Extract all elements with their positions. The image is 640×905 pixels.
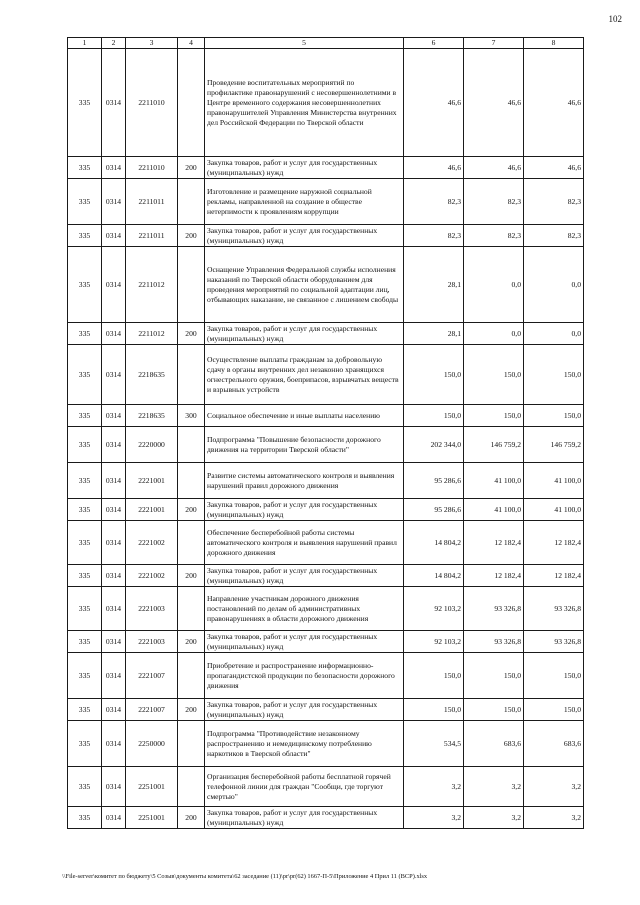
- page-number: 102: [608, 14, 622, 24]
- cell-description: Подпрограмма "Повышение безопасности дорожного движения на территории Тверской области": [205, 427, 404, 463]
- cell-description: Оснащение Управления Федеральной службы исполнения наказаний по Тверской области оборудованием для проведения мероприятий по социальной адаптации лиц, отбывающих наказание, не связанное с лишением свободы: [205, 247, 404, 323]
- cell-description: Закупка товаров, работ и услуг для государственных (муниципальных) нужд: [205, 157, 404, 179]
- cell-expense-type: 200: [178, 499, 205, 521]
- cell-expense-type: 200: [178, 225, 205, 247]
- column-header: 8: [524, 38, 584, 49]
- cell-admin-code: 335: [68, 157, 102, 179]
- cell-admin-code: 335: [68, 405, 102, 427]
- table-row: [68, 807, 584, 829]
- cell-amount-1: 92 103,2: [404, 631, 464, 653]
- cell-target-code: 2218635: [126, 345, 178, 405]
- table-row: [68, 427, 584, 463]
- cell-section-code: 0314: [102, 225, 126, 247]
- cell-target-code: 2221001: [126, 499, 178, 521]
- cell-amount-1: 534,5: [404, 721, 464, 767]
- cell-section-code: 0314: [102, 721, 126, 767]
- table-row: [68, 247, 584, 323]
- cell-section-code: 0314: [102, 699, 126, 721]
- cell-amount-2: 93 326,8: [464, 631, 524, 653]
- cell-amount-3: 683,6: [524, 721, 584, 767]
- cell-expense-type: 200: [178, 565, 205, 587]
- cell-admin-code: 335: [68, 767, 102, 807]
- cell-amount-3: 0,0: [524, 247, 584, 323]
- cell-target-code: 2221007: [126, 699, 178, 721]
- cell-target-code: 2251001: [126, 807, 178, 829]
- table-row: [68, 225, 584, 247]
- cell-section-code: 0314: [102, 157, 126, 179]
- footer-file-path: \\File-server\комитет по бюджету\5 Созыв\документы комитета\62 заседание (11)\pr\pr(62) 1667-П-5\Приложение 4 Прил 11 (ВСР).xlsx: [62, 873, 428, 880]
- cell-amount-2: 683,6: [464, 721, 524, 767]
- cell-section-code: 0314: [102, 767, 126, 807]
- cell-amount-2: 82,3: [464, 179, 524, 225]
- cell-target-code: 2221002: [126, 521, 178, 565]
- cell-amount-3: 93 326,8: [524, 631, 584, 653]
- cell-expense-type: 200: [178, 699, 205, 721]
- cell-amount-3: 93 326,8: [524, 587, 584, 631]
- cell-amount-1: 95 286,6: [404, 499, 464, 521]
- cell-expense-type: [178, 427, 205, 463]
- cell-amount-3: 146 759,2: [524, 427, 584, 463]
- cell-description: Закупка товаров, работ и услуг для государственных (муниципальных) нужд: [205, 499, 404, 521]
- cell-admin-code: 335: [68, 699, 102, 721]
- cell-amount-3: 150,0: [524, 345, 584, 405]
- cell-target-code: 2221002: [126, 565, 178, 587]
- cell-description: Закупка товаров, работ и услуг для государственных (муниципальных) нужд: [205, 225, 404, 247]
- cell-admin-code: 335: [68, 49, 102, 157]
- table-row: [68, 179, 584, 225]
- cell-amount-1: 150,0: [404, 653, 464, 699]
- cell-amount-2: 0,0: [464, 247, 524, 323]
- cell-description: Закупка товаров, работ и услуг для государственных (муниципальных) нужд: [205, 631, 404, 653]
- cell-description: Закупка товаров, работ и услуг для государственных (муниципальных) нужд: [205, 323, 404, 345]
- cell-amount-1: 14 804,2: [404, 565, 464, 587]
- cell-description: Приобретение и распространение информационно-пропагандистской продукции по безопасности дорожного движения: [205, 653, 404, 699]
- cell-admin-code: 335: [68, 463, 102, 499]
- cell-amount-3: 46,6: [524, 157, 584, 179]
- table-row: [68, 499, 584, 521]
- table-header-row: [68, 38, 584, 49]
- cell-admin-code: 335: [68, 807, 102, 829]
- cell-description: Закупка товаров, работ и услуг для государственных (муниципальных) нужд: [205, 565, 404, 587]
- cell-amount-3: 0,0: [524, 323, 584, 345]
- cell-amount-3: 150,0: [524, 653, 584, 699]
- cell-target-code: 2221003: [126, 631, 178, 653]
- cell-description: Направление участникам дорожного движения постановлений по делам об административных правонарушениях в области дорожного движения: [205, 587, 404, 631]
- cell-amount-1: 3,2: [404, 767, 464, 807]
- cell-amount-2: 93 326,8: [464, 587, 524, 631]
- cell-admin-code: 335: [68, 653, 102, 699]
- cell-amount-2: 150,0: [464, 699, 524, 721]
- cell-expense-type: [178, 179, 205, 225]
- column-header: 7: [464, 38, 524, 49]
- cell-target-code: 2211011: [126, 179, 178, 225]
- table-row: [68, 323, 584, 345]
- cell-expense-type: [178, 587, 205, 631]
- cell-section-code: 0314: [102, 323, 126, 345]
- cell-section-code: 0314: [102, 247, 126, 323]
- cell-section-code: 0314: [102, 179, 126, 225]
- cell-admin-code: 335: [68, 247, 102, 323]
- table-body: [68, 38, 584, 829]
- table-row: [68, 463, 584, 499]
- cell-amount-1: 3,2: [404, 807, 464, 829]
- cell-target-code: 2250000: [126, 721, 178, 767]
- cell-section-code: 0314: [102, 631, 126, 653]
- table-row: [68, 565, 584, 587]
- cell-amount-2: 12 182,4: [464, 565, 524, 587]
- cell-amount-3: 3,2: [524, 767, 584, 807]
- cell-expense-type: 200: [178, 631, 205, 653]
- cell-amount-1: 150,0: [404, 345, 464, 405]
- cell-admin-code: 335: [68, 587, 102, 631]
- cell-target-code: 2221007: [126, 653, 178, 699]
- cell-expense-type: 300: [178, 405, 205, 427]
- cell-amount-1: 82,3: [404, 179, 464, 225]
- cell-section-code: 0314: [102, 49, 126, 157]
- cell-description: Изготовление и размещение наружной социальной рекламы, направленной на создание в обществе нетерпимости к проявлениям коррупции: [205, 179, 404, 225]
- cell-section-code: 0314: [102, 405, 126, 427]
- cell-target-code: 2218635: [126, 405, 178, 427]
- cell-expense-type: 200: [178, 323, 205, 345]
- cell-admin-code: 335: [68, 631, 102, 653]
- cell-section-code: 0314: [102, 587, 126, 631]
- column-header: 4: [178, 38, 205, 49]
- cell-amount-2: 82,3: [464, 225, 524, 247]
- cell-amount-3: 150,0: [524, 699, 584, 721]
- cell-target-code: 2221001: [126, 463, 178, 499]
- cell-expense-type: 200: [178, 157, 205, 179]
- table-row: [68, 521, 584, 565]
- table-row: [68, 699, 584, 721]
- column-header: 1: [68, 38, 102, 49]
- cell-section-code: 0314: [102, 521, 126, 565]
- cell-amount-1: 95 286,6: [404, 463, 464, 499]
- cell-expense-type: [178, 463, 205, 499]
- cell-admin-code: 335: [68, 521, 102, 565]
- table-row: [68, 345, 584, 405]
- cell-description: Проведение воспитательных мероприятий по профилактике правонарушений с несовершеннолетними в Центре временного содержания несовершеннолетних правонарушителей Управления Министерства внутренних дел Российской Федерации по Тверской области: [205, 49, 404, 157]
- table-row: [68, 653, 584, 699]
- cell-section-code: 0314: [102, 499, 126, 521]
- cell-amount-2: 150,0: [464, 653, 524, 699]
- cell-description: Подпрограмма "Противодействие незаконному распространению и немедицинскому потреблению наркотиков в Тверской области": [205, 721, 404, 767]
- cell-section-code: 0314: [102, 653, 126, 699]
- cell-expense-type: [178, 653, 205, 699]
- cell-amount-2: 12 182,4: [464, 521, 524, 565]
- cell-amount-2: 41 100,0: [464, 499, 524, 521]
- cell-amount-2: 150,0: [464, 345, 524, 405]
- cell-amount-1: 202 344,0: [404, 427, 464, 463]
- cell-amount-2: 46,6: [464, 49, 524, 157]
- column-header: 2: [102, 38, 126, 49]
- cell-description: Закупка товаров, работ и услуг для государственных (муниципальных) нужд: [205, 699, 404, 721]
- cell-admin-code: 335: [68, 323, 102, 345]
- cell-amount-2: 0,0: [464, 323, 524, 345]
- cell-amount-1: 28,1: [404, 247, 464, 323]
- cell-expense-type: [178, 49, 205, 157]
- cell-admin-code: 335: [68, 721, 102, 767]
- table-row: [68, 587, 584, 631]
- budget-table: [67, 37, 584, 829]
- cell-description: Развитие системы автоматического контроля и выявления нарушений правил дорожного движения: [205, 463, 404, 499]
- cell-section-code: 0314: [102, 345, 126, 405]
- cell-admin-code: 335: [68, 225, 102, 247]
- cell-admin-code: 335: [68, 427, 102, 463]
- table-row: [68, 631, 584, 653]
- cell-section-code: 0314: [102, 427, 126, 463]
- cell-admin-code: 335: [68, 499, 102, 521]
- cell-admin-code: 335: [68, 345, 102, 405]
- cell-expense-type: [178, 767, 205, 807]
- cell-section-code: 0314: [102, 565, 126, 587]
- cell-amount-1: 92 103,2: [404, 587, 464, 631]
- cell-target-code: 2211010: [126, 157, 178, 179]
- cell-description: Закупка товаров, работ и услуг для государственных (муниципальных) нужд: [205, 807, 404, 829]
- cell-expense-type: [178, 345, 205, 405]
- cell-target-code: 2221003: [126, 587, 178, 631]
- table-row: [68, 721, 584, 767]
- cell-description: Социальное обеспечение и иные выплаты населению: [205, 405, 404, 427]
- cell-amount-1: 28,1: [404, 323, 464, 345]
- cell-expense-type: [178, 247, 205, 323]
- cell-admin-code: 335: [68, 565, 102, 587]
- cell-amount-2: 3,2: [464, 807, 524, 829]
- cell-target-code: 2211012: [126, 323, 178, 345]
- cell-amount-3: 41 100,0: [524, 463, 584, 499]
- cell-amount-3: 41 100,0: [524, 499, 584, 521]
- cell-amount-2: 146 759,2: [464, 427, 524, 463]
- cell-amount-3: 82,3: [524, 225, 584, 247]
- cell-expense-type: 200: [178, 807, 205, 829]
- cell-amount-3: 46,6: [524, 49, 584, 157]
- cell-amount-2: 150,0: [464, 405, 524, 427]
- column-header: 6: [404, 38, 464, 49]
- cell-target-code: 2251001: [126, 767, 178, 807]
- cell-amount-3: 3,2: [524, 807, 584, 829]
- cell-amount-1: 14 804,2: [404, 521, 464, 565]
- cell-expense-type: [178, 521, 205, 565]
- cell-target-code: 2211011: [126, 225, 178, 247]
- cell-amount-1: 150,0: [404, 699, 464, 721]
- cell-amount-3: 12 182,4: [524, 565, 584, 587]
- table-row: [68, 49, 584, 157]
- cell-description: Осуществление выплаты гражданам за добровольную сдачу в органы внутренних дел незаконно хранящихся огнестрельного оружия, боеприпасов, взрывчатых веществ и взрывных устройств: [205, 345, 404, 405]
- cell-amount-2: 3,2: [464, 767, 524, 807]
- table-row: [68, 157, 584, 179]
- cell-amount-2: 46,6: [464, 157, 524, 179]
- cell-target-code: 2211010: [126, 49, 178, 157]
- column-header: 5: [205, 38, 404, 49]
- cell-admin-code: 335: [68, 179, 102, 225]
- cell-amount-2: 41 100,0: [464, 463, 524, 499]
- column-header: 3: [126, 38, 178, 49]
- cell-target-code: 2220000: [126, 427, 178, 463]
- cell-amount-3: 82,3: [524, 179, 584, 225]
- cell-target-code: 2211012: [126, 247, 178, 323]
- cell-expense-type: [178, 721, 205, 767]
- cell-section-code: 0314: [102, 807, 126, 829]
- cell-description: Организация бесперебойной работы бесплатной горячей телефонной линии для граждан "Сообщи, где торгуют смертью": [205, 767, 404, 807]
- table-row: [68, 405, 584, 427]
- table-row: [68, 767, 584, 807]
- cell-amount-3: 150,0: [524, 405, 584, 427]
- cell-amount-1: 82,3: [404, 225, 464, 247]
- cell-amount-1: 46,6: [404, 157, 464, 179]
- cell-section-code: 0314: [102, 463, 126, 499]
- cell-amount-1: 46,6: [404, 49, 464, 157]
- cell-amount-3: 12 182,4: [524, 521, 584, 565]
- cell-description: Обеспечение бесперебойной работы системы автоматического контроля и выявления нарушений правил дорожного движения: [205, 521, 404, 565]
- cell-amount-1: 150,0: [404, 405, 464, 427]
